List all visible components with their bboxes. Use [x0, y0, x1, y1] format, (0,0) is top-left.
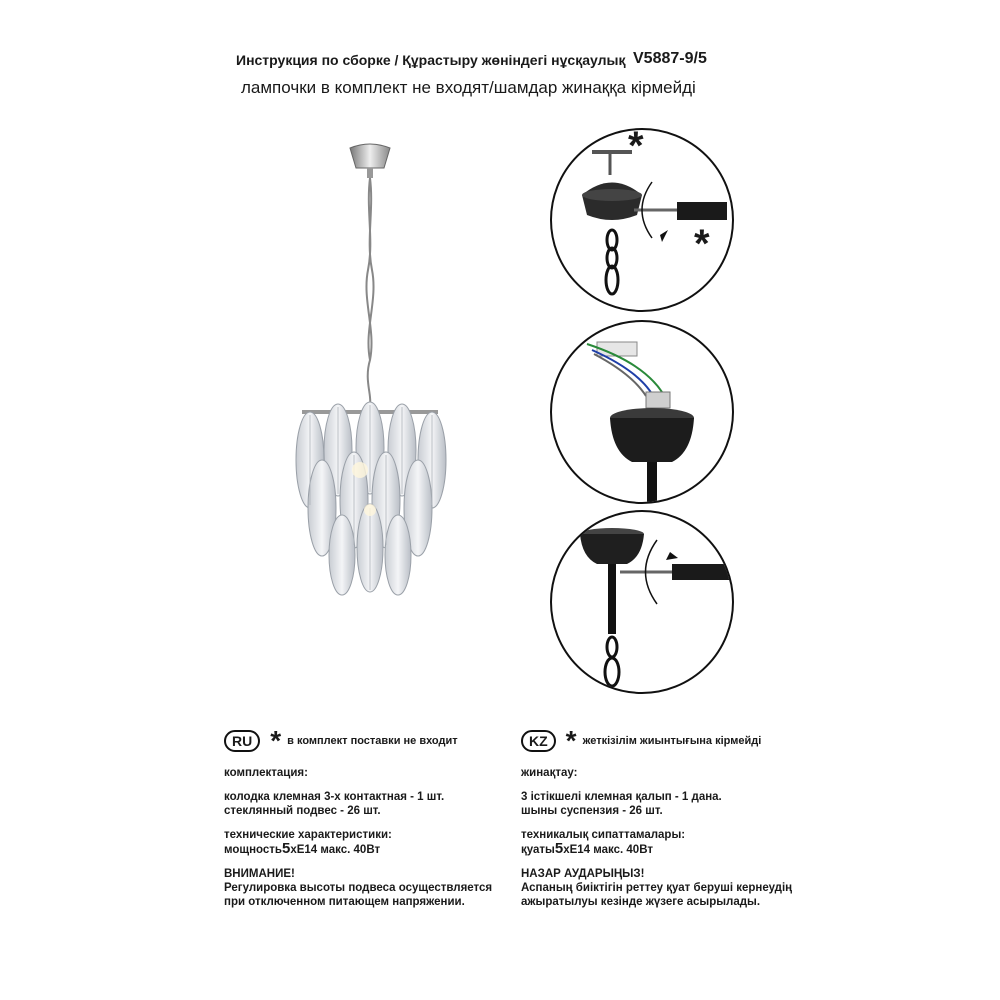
kz-section — [521, 725, 793, 909]
chandelier-illustration — [270, 130, 490, 600]
asterisk-icon: * — [628, 124, 644, 168]
lang-badge-kz: KZ — [521, 730, 556, 752]
ru-power-count: 5 — [282, 840, 291, 857]
step3-diagram — [550, 510, 734, 694]
kz-power-count: 5 — [554, 840, 564, 857]
kz-power-suffix: хЕ14 макс. 40Вт — [563, 844, 653, 856]
ru-warn-title: ВНИМАНИЕ! — [224, 868, 295, 880]
kz-kit-title: жинақтау: — [521, 767, 578, 779]
ru-warn-line2: при отключенном питающем напряжении. — [224, 896, 465, 908]
ru-note: в комплект поставки не входит — [287, 735, 458, 747]
kz-spec-title: техникалық сипаттамалары: — [521, 829, 686, 841]
ru-section — [224, 725, 493, 909]
step2-diagram — [550, 320, 734, 504]
ru-power — [224, 842, 492, 857]
ru-kit-line2: стеклянный подвес - 26 шт. — [224, 805, 381, 817]
ru-kit-line1: колодка клемная 3-х контактная - 1 шт. — [224, 791, 445, 803]
ru-spec-title: технические характеристики: — [224, 829, 392, 841]
asterisk-icon: * — [694, 222, 710, 266]
kz-warn-line2: ажыратылуы кезінде жүзеге асырылады. — [521, 896, 761, 908]
kz-power-prefix: қуаты — [521, 844, 555, 856]
ru-kit-title: комплектация: — [224, 767, 308, 779]
kz-warn-line1: Аспаның биіктігін реттеу қуат беруші кернеудің — [521, 882, 793, 894]
asterisk-icon: * — [270, 725, 282, 756]
kz-kit-line2: шыны суспензия - 26 шт. — [521, 805, 663, 817]
kz-note: жеткізілім жиынтығына кірмейді — [582, 735, 762, 747]
kz-warn-title: НАЗАР АУДАРЫҢЫЗ! — [521, 868, 645, 880]
ru-warn-line1: Регулировка высоты подвеса осуществляется — [224, 882, 493, 894]
bulbs-note: лампочки в комплект не входят/шамдар жинаққа кірмейді — [241, 78, 696, 97]
ru-power-suffix: хЕ14 макс. 40Вт — [290, 844, 381, 856]
lang-badge-ru: RU — [224, 730, 260, 752]
ru-power-prefix: мощность — [224, 844, 282, 856]
kz-kit-line1: 3 істікшелі клемная қалып - 1 дана. — [521, 791, 722, 803]
asterisk-icon: * — [565, 725, 577, 756]
model-number: V5887-9/5 — [633, 50, 707, 67]
kz-power — [521, 842, 792, 857]
instruction-title: Инструкция по сборке / Құрастыру жөніндегі нұсқаулық — [236, 52, 626, 68]
